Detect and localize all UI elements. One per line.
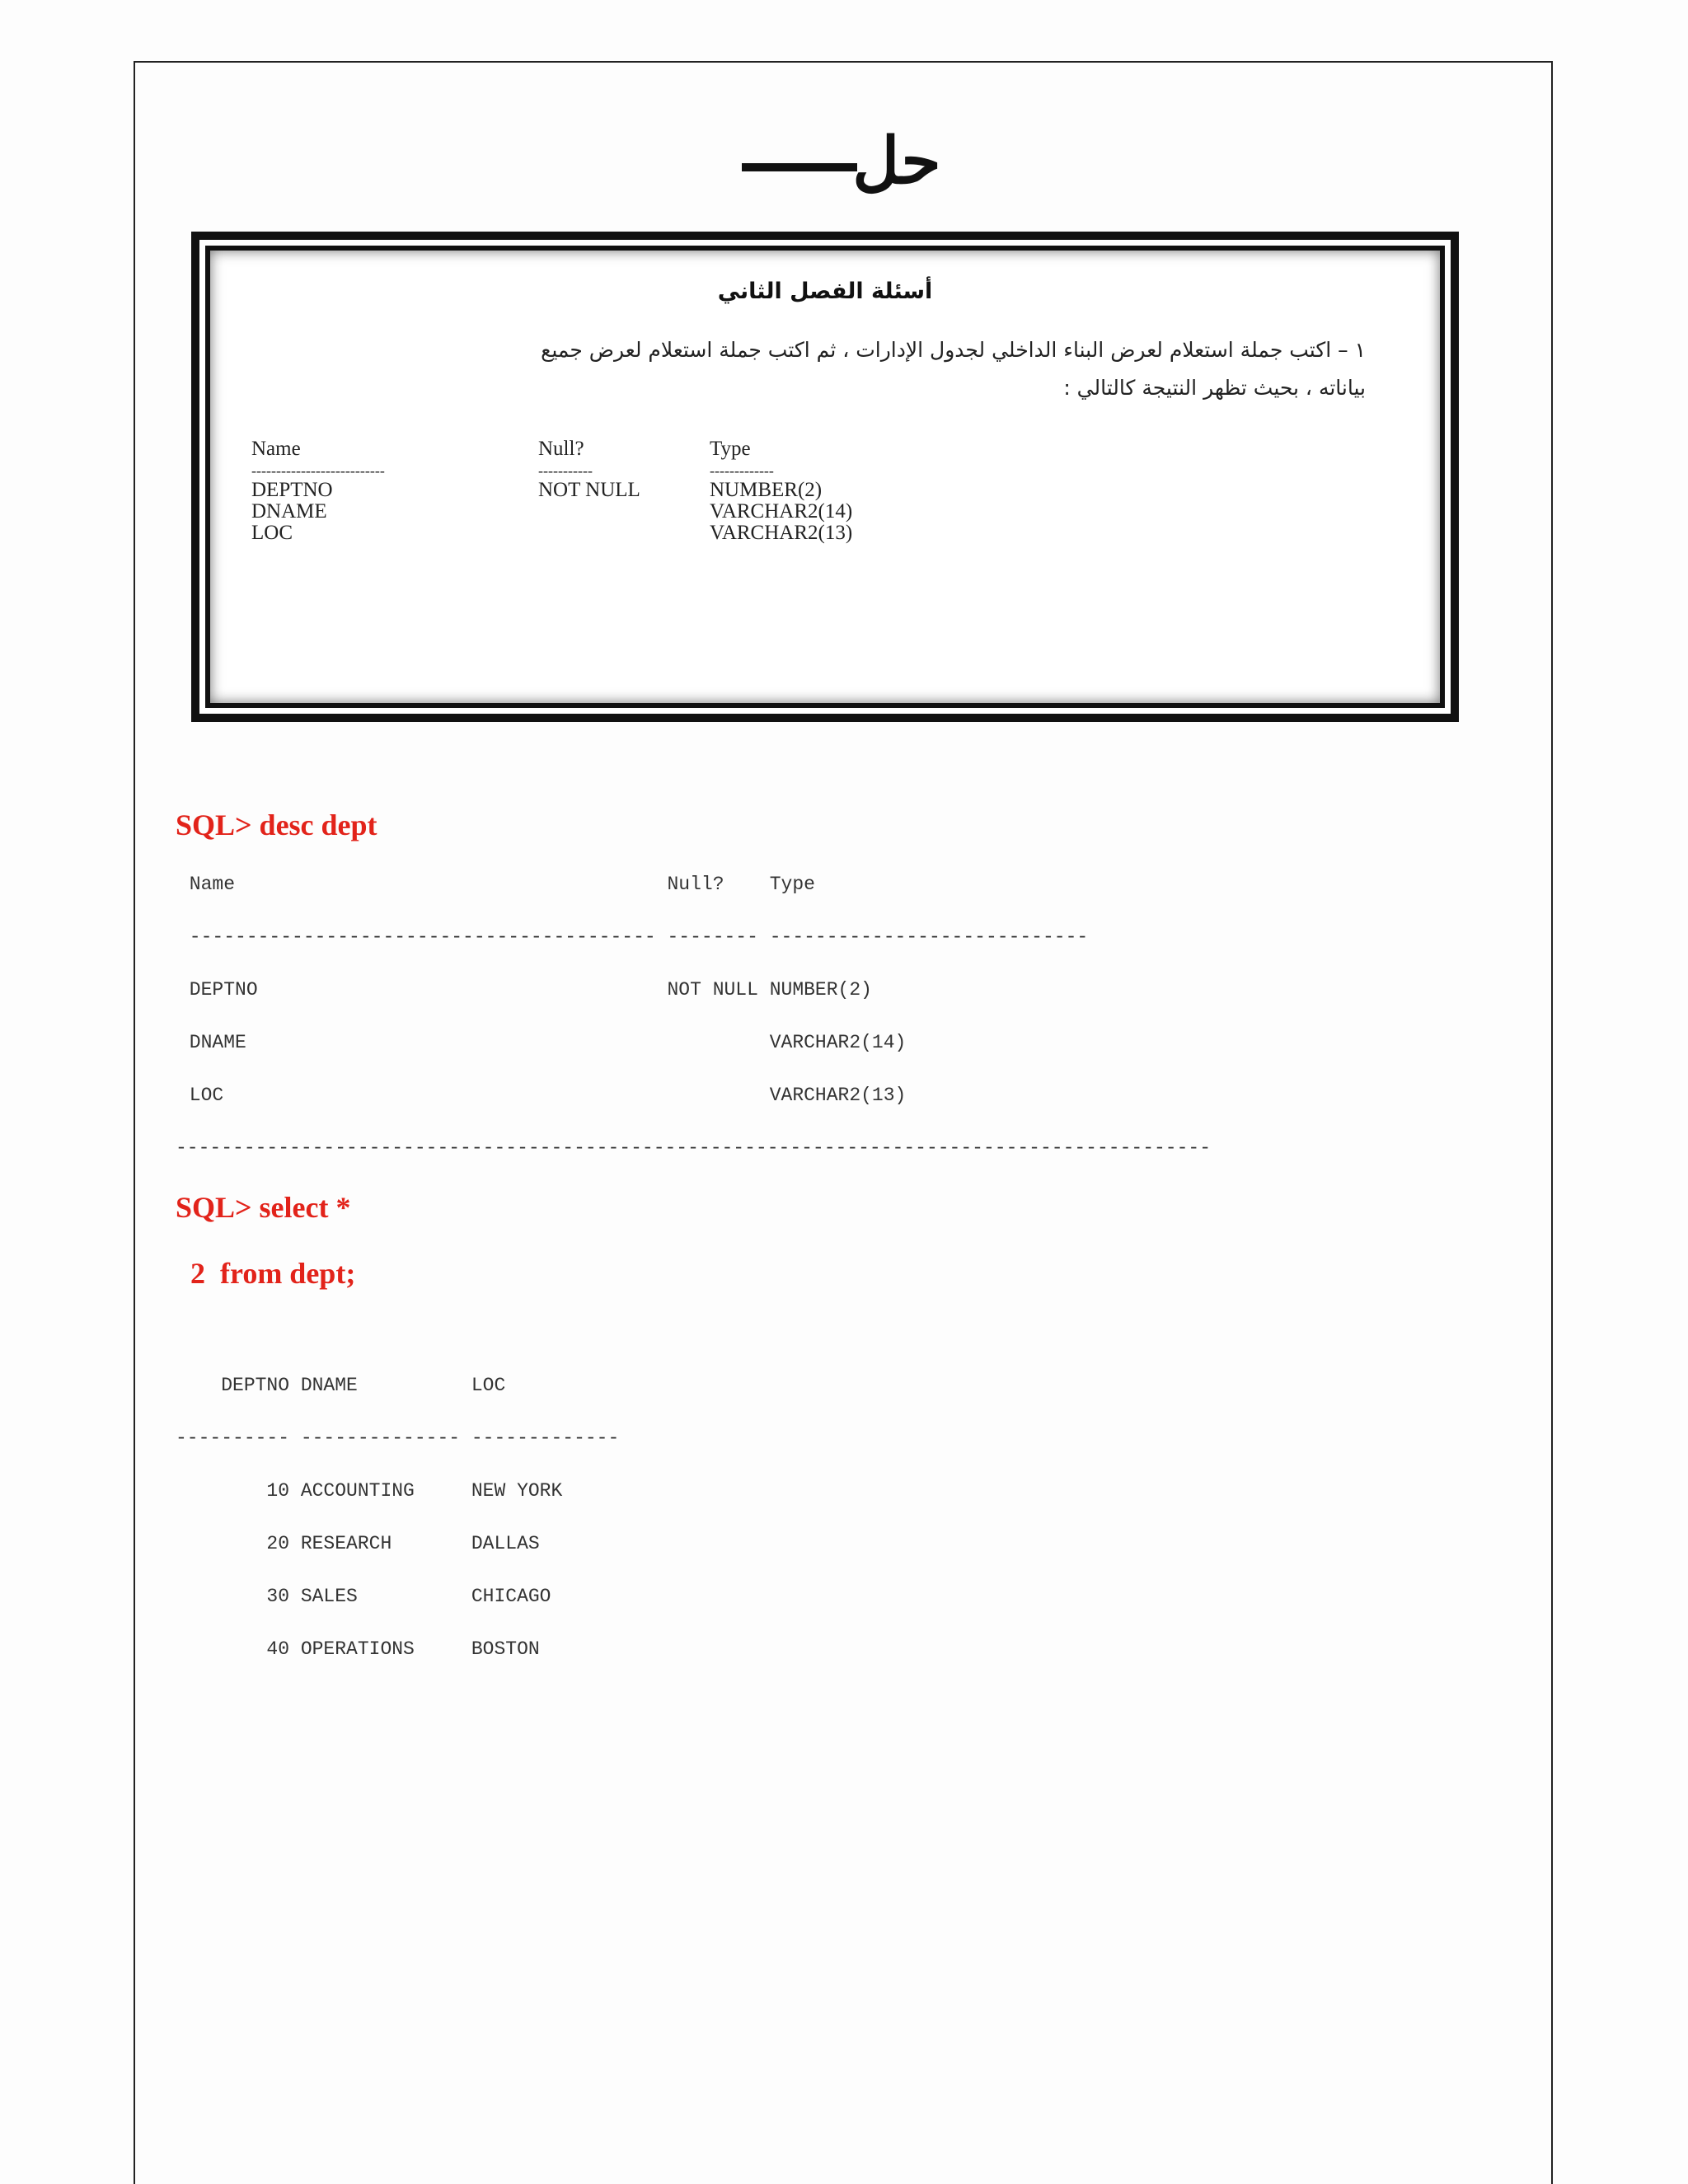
desc-command: SQL> desc dept [176,808,377,841]
cell-name: DNAME [251,500,327,523]
question-line-2: بياناته ، بحيث تظهر النتيجة كالتالي : [1063,376,1366,400]
table-row [251,522,853,544]
select-header-line: DEPTNO DNAME LOC [176,1375,506,1396]
question-box-image [191,232,1459,722]
desc-row: LOC VARCHAR2(13) [178,1085,907,1106]
expected-result-table [251,438,853,544]
header-type: Type [710,438,751,460]
cell-type: VARCHAR2(13) [710,522,853,544]
cell-name: DEPTNO [251,479,333,501]
question-line-1: ١ – اكتب جملة استعلام لعرض البناء الداخلي لجدول الإدارات ، ثم اكتب جملة استعلام لعرض جميع [541,338,1366,362]
header-name: Name [251,438,301,460]
table-dash-row [251,462,774,480]
table-header-row [251,438,751,465]
cell-null: NOT NULL [538,479,640,501]
question-text [258,331,1366,407]
select-dash-line: ---------- -------------- ------------- [176,1427,620,1449]
table-row [251,479,823,501]
desc-dash-line: ----------------------------------------- -------- ---------------------------- [178,926,1089,948]
section-separator: ------------------------------------------------------------------------------------------- [176,1137,1212,1159]
header-null: Null? [538,438,584,460]
select-row: 20 RESEARCH DALLAS [176,1533,540,1554]
dash-type: ------------- [710,462,774,479]
select-command-line-1: SQL> select * [176,1191,351,1224]
desc-row: DEPTNO NOT NULL NUMBER(2) [178,979,872,1001]
select-command-line-2: 2 from dept; [176,1257,356,1290]
select-row: 40 OPERATIONS BOSTON [176,1638,540,1660]
cell-name: LOC [251,522,293,544]
heading-text: حل [852,124,941,199]
cell-type: VARCHAR2(14) [710,500,853,523]
dash-null: ----------- [538,462,593,479]
cell-type: NUMBER(2) [710,479,823,501]
desc-row: DNAME VARCHAR2(14) [178,1032,907,1053]
select-row: 30 SALES CHICAGO [176,1586,551,1607]
heading-stroke [742,163,857,171]
dash-name: --------------------------- [251,462,385,479]
solution-heading [0,124,1688,199]
select-row: 10 ACCOUNTING NEW YORK [176,1480,563,1502]
table-row [251,500,853,523]
desc-header-line: Name Null? Type [178,874,815,895]
question-title: أسئلة الفصل الثاني [717,279,933,304]
